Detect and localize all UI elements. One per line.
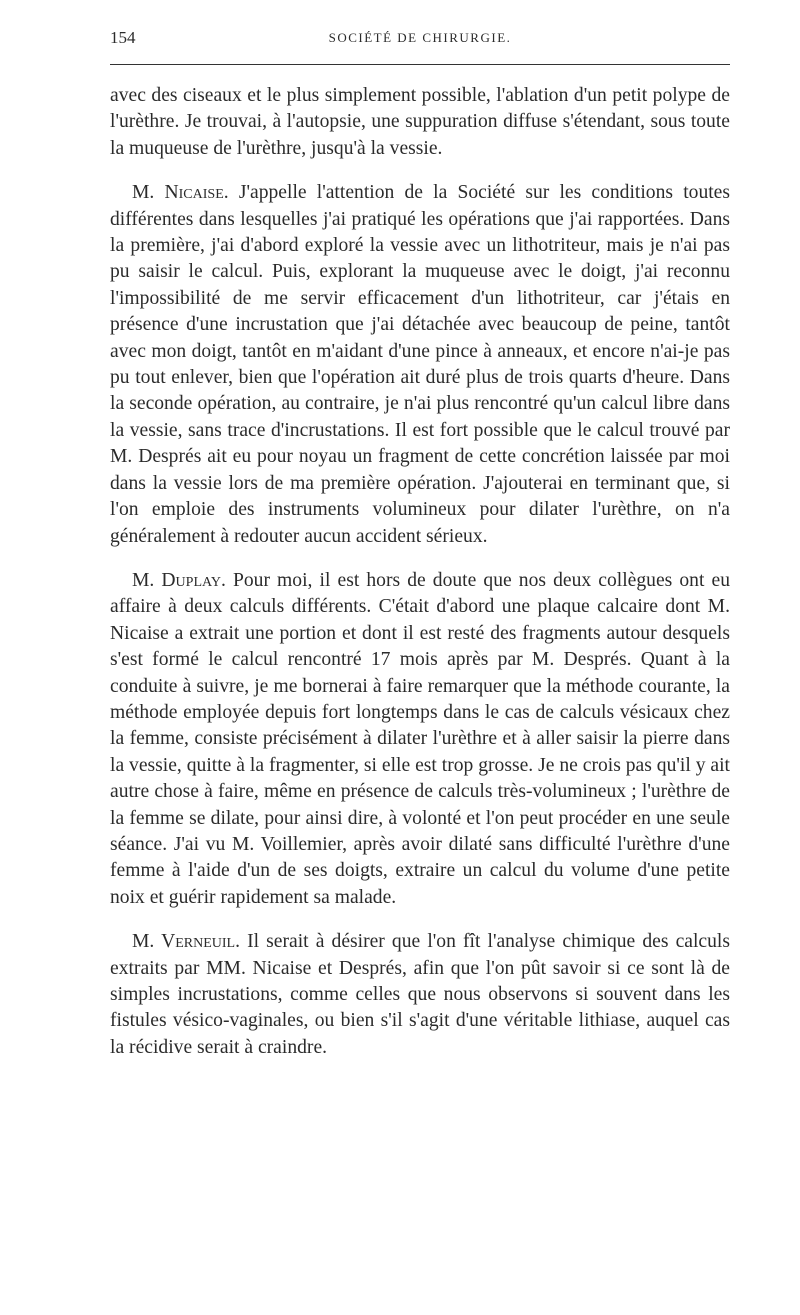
book-page — [110, 28, 730, 1061]
header-rule — [110, 64, 730, 65]
page-number: 154 — [110, 28, 136, 47]
paragraph-text: Pour moi, il est hors de doute que nos deux collègues ont eu affaire à deux calculs différents. C'était d'abord une plaque calcaire dont M. Nicaise a extrait une portion et dont il est resté des fragments autour desquels s'est formé le calcul rencontré 17 mois après par M. Després. Quant à la conduite à suivre, je me bornerai à faire remarquer que la méthode courante, la méthode employée depuis fort longtemps dans le cas de calculs vésicaux chez la femme, consiste précisément à dilater l'urèthre et à aller saisir la pierre dans la vessie, quitte à la fragmenter, si elle est trop grosse. Je ne crois pas qu'il y ait autre chose à faire, même en présence de calculs très-volumineux ; l'urèthre de la femme se dilate, pour ainsi dire, à volonté et l'on peut procéder en une seule séance. J'ai vu M. Voillemier, après avoir dilaté sans difficulté l'urèthre d'une femme à l'aide d'un de ses doigts, extraire un calcul du volume d'une petite noix et guérir rapidement sa malade. — [110, 569, 730, 908]
paragraph-text: avec des ciseaux et le plus simplement possible, l'ablation d'un petit polype de l'urèthre. Je trouvai, à l'autopsie, une suppuration diffuse s'étendant, sous toute la muqueuse de l'urèthre, jusqu'à la vessie. — [110, 85, 730, 159]
paragraph-continuation — [110, 83, 730, 162]
paragraph-text: Il serait à désirer que l'on fît l'analyse chimique des calculs extraits par MM. Nicaise et Després, afin que l'on pût savoir si ce sont là de simples incrustations, comme celles que nous observons si souvent dans les fistules vésico-vaginales, ou bien s'il s'agit d'une véritable lithiase, auquel cas la récidive serait à craindre. — [110, 931, 730, 1058]
paragraph-verneuil — [110, 929, 730, 1061]
speaker-name: M. Verneuil. — [132, 931, 240, 953]
paragraph-text: J'appelle l'attention de la Société sur les conditions toutes différentes dans lesquelles j'ai pratiqué les opérations que j'ai rapportées. Dans la première, j'ai d'abord exploré la vessie avec un lithotriteur, mais je n'ai pas pu saisir le calcul. Puis, explorant la muqueuse avec le doigt, j'ai reconnu l'impossibilité de me servir efficacement d'un lithotriteur, car j'étais en présence d'une incrustation que j'ai détachée avec beaucoup de peine, tantôt avec mon doigt, tantôt en m'aidant d'une pince à anneaux, et encore n'ai-je pas pu tout enlever, bien que l'opération ait duré plus de trois quarts d'heure. Dans la seconde opération, au contraire, je n'ai plus rencontré qu'un calcul libre dans la vessie, sans trace d'incrustations. Il est fort possible que le calcul trouvé par M. Després ait eu pour noyau un fragment de cette concrétion laissée par moi dans la vessie lors de ma première opération. J'ajouterai en terminant que, si l'on emploie des instruments volumineux pour dilater l'urèthre, on n'a généralement à redouter aucun accident sérieux. — [110, 182, 731, 547]
speaker-name: M. Nicaise. — [132, 182, 229, 204]
speaker-name: M. Duplay. — [132, 569, 226, 591]
paragraph-duplay — [110, 568, 730, 911]
page-header — [110, 28, 730, 54]
running-head: SOCIÉTÉ DE CHIRURGIE. — [328, 30, 512, 45]
paragraph-nicaise — [110, 180, 730, 550]
